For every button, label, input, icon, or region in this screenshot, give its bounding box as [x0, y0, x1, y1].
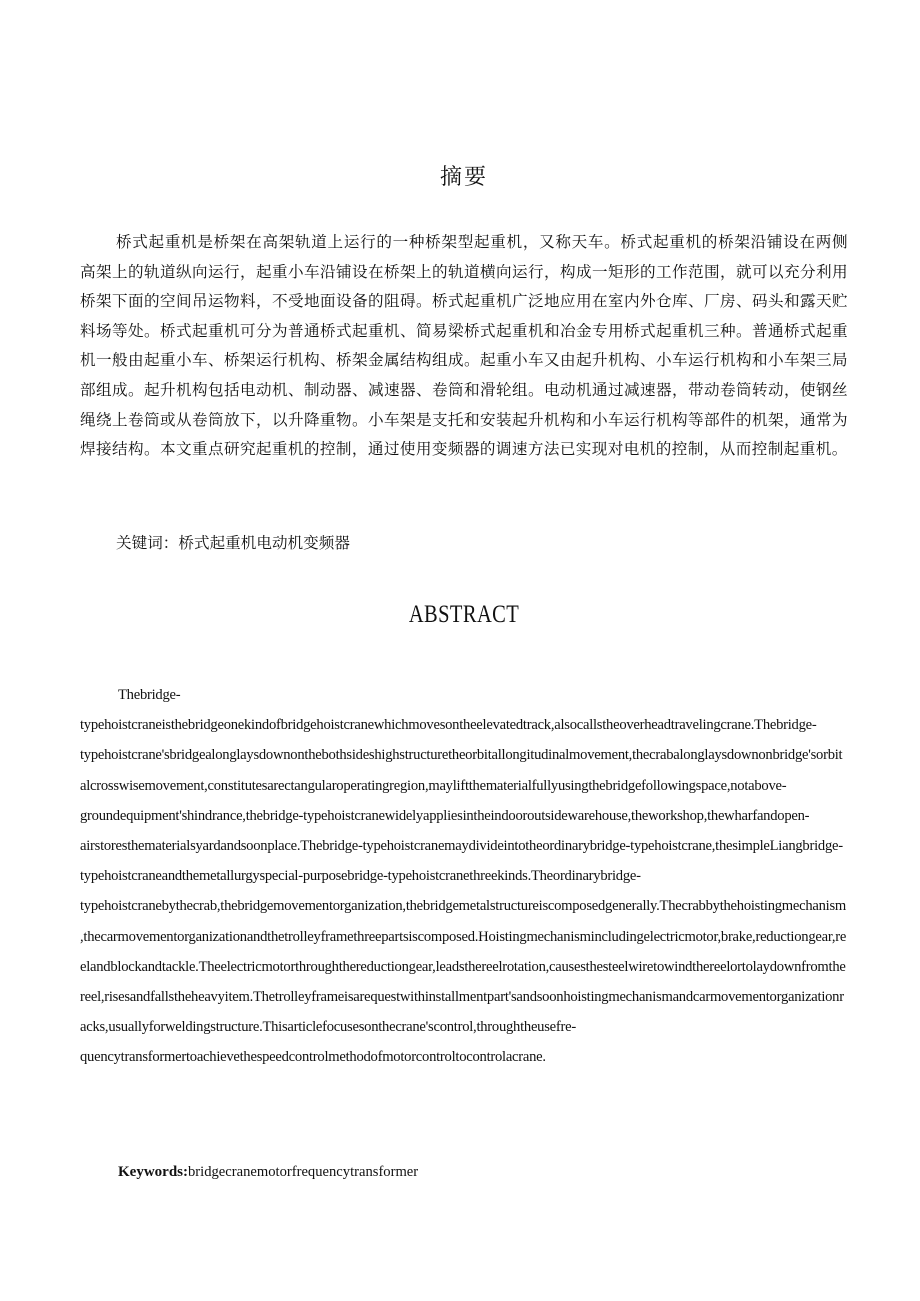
english-abstract-body: Thebridge-typehoistcraneisthebridgeonekindofbridgehoistcranewhichmovesontheelevatedtrack,alsocallstheoverheadtravelingcrane.Thebridge-typehoistcrane'sbridgealonglaysdownonthebothsideshighstructuretheorbitallongitudinalmovement,thecrabalonglaysdownonbridge'sorbitalcrosswisemovement,constitutesarectangularoperatingregion,mayliftthematerialfullyusingthebridgefollowingspace,notabove-groundequipment'shindrance,thebridge-typehoistcranewidelyappliesintheindooroutsidewarehouse,theworkshop,thewharfandopen-airstoresthematerialsyardandsoonplace.Thebridge-typehoistcranemaydivideintotheordinarybridge-typehoistcrane,thesimpleLiangbridge-typehoistcraneandthemetallurgyspecial-purposebridge-typehoistcranethreekinds.Theordinarybridge-typehoistcranebythecrab,thebridgemovementorganization,thebridgemetalstructureiscomposedgenerally.Thecrabbythehoistingmechanism,thecarmovementorganizationandthetrolleyframethreepartsiscomposed.Hoistingmechanismincludingelectricmotor,brake,reductiongear,reelandblockandtackle.Theelectricmotorthroughthereductiongear,leadsthereelrotation,causesthesteelwiretowindthereelortolaydownfromthereel,risesandfallstheheavyitem.Thetrolleyframeisarequestwithinstallmentpart'sandsoonhoistingmechanismandcarmovementorganizationracks,usuallyforweldingstructure.Thisarticlefocusesonthecrane'scontrol,throughtheusefre-quencytransformertoachievethespeedcontrolmethodofmotorcontroltocontrolacrane.	[80, 687, 847, 1066]
chinese-keywords: 关键词：桥式起重机电动机变频器	[116, 534, 350, 552]
english-keywords-text: bridgecranemotorfrequencytransformer	[188, 1164, 419, 1180]
english-keywords	[118, 1164, 418, 1181]
english-abstract-title: ABSTRACT	[408, 601, 520, 628]
chinese-abstract-title: 摘要	[439, 165, 488, 190]
chinese-abstract-body: 桥式起重机是桥架在高架轨道上运行的一种桥架型起重机，又称天车。桥式起重机的桥架沿铺设在两侧高架上的轨道纵向运行，起重小车沿铺设在桥架上的轨道横向运行，构成一矩形的工作范围，就可以充分利用桥架下面的空间吊运物料，不受地面设备的阻碍。桥式起重机广泛地应用在室内外仓库、厂房、码头和露天贮料场等处。桥式起重机可分为普通桥式起重机、简易梁桥式起重机和冶金专用桥式起重机三种。普通桥式起重机一般由起重小车、桥架运行机构、桥架金属结构组成。起重小车又由起升机构、小车运行机构和小车架三局部组成。起升机构包括电动机、制动器、减速器、卷筒和滑轮组。电动机通过减速器，带动卷筒转动，使钢丝绳绕上卷筒或从卷筒放下，以升降重物。小车架是支托和安装起升机构和小车运行机构等部件的机架，通常为焊接结构。本文重点研究起重机的控制，通过使用变频器的调速方法已实现对电机的控制，从而控制起重机。	[80, 233, 848, 459]
english-keywords-label: Keywords:	[118, 1164, 188, 1180]
